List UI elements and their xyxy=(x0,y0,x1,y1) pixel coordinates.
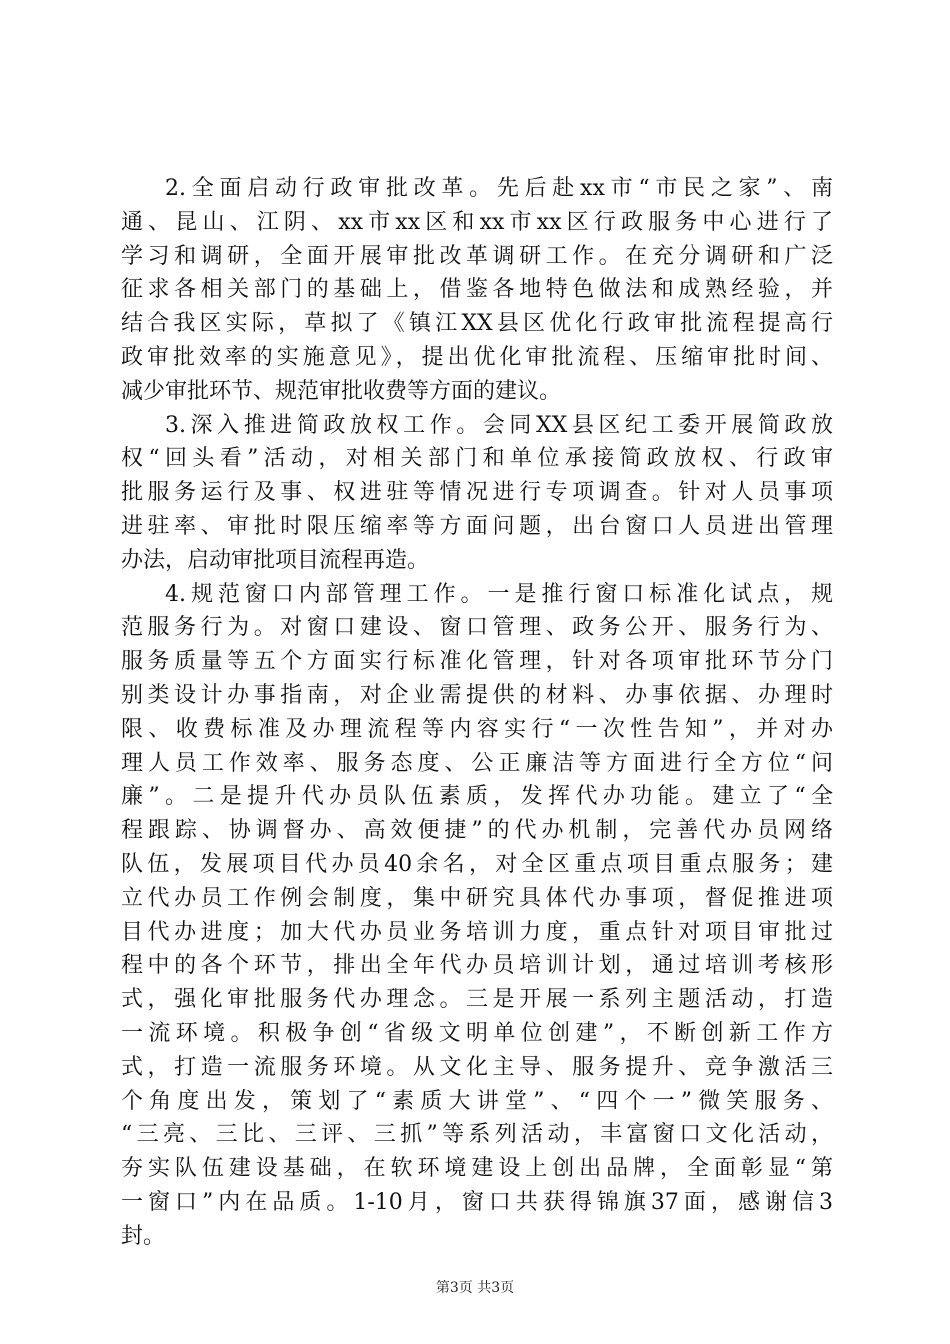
paragraph-3-line-2: 范服务行为。对窗口建设、窗口管理、政务公开、服务行为、 xyxy=(121,615,833,641)
paragraph-3-line-18: 夯实队伍建设基础，在软环境建设上创出品牌，全面彰显“第 xyxy=(121,1156,833,1182)
paragraph-1-line-3: 学习和调研，全面开展审批改革调研工作。在充分调研和广泛 xyxy=(121,243,833,269)
paragraph-3-line-7: 廉”。二是提升代办员队伍素质，发挥代办功能。建立了“全 xyxy=(121,784,833,810)
paragraph-3-line-13: 式，强化审批服务代办理念。三是开展一系列主题活动，打造 xyxy=(121,987,833,1013)
page-number-footer: 第3页 共3页 xyxy=(435,1280,515,1296)
paragraph-3-line-15: 式，打造一流服务环境。从文化主导、服务提升、竞争激活三 xyxy=(121,1054,833,1080)
paragraph-3-line-8: 程跟踪、协调督办、高效便捷”的代办机制，完善代办员网络 xyxy=(121,818,833,844)
paragraph-3-line-6: 理人员工作效率、服务态度、公正廉洁等方面进行全方位“问 xyxy=(121,750,833,776)
paragraph-1-line-1: 2.全面启动行政审批改革。先后赴xx市“市民之家”、南 xyxy=(165,176,833,201)
paragraph-2-line-2: 权“回头看”活动，对相关部门和单位承接简政放权、行政审 xyxy=(121,446,833,472)
paragraph-1-line-6: 政审批效率的实施意见》，提出优化审批流程、压缩审批时间、 xyxy=(121,344,833,370)
paragraph-3-line-12: 程中的各个环节，排出全年代办员培训计划，通过培训考核形 xyxy=(121,953,833,979)
paragraph-3-line-20: 封。 xyxy=(121,1223,166,1249)
paragraph-1-line-2: 通、昆山、江阴、xx市xx区和xx市xx区行政服务中心进行了 xyxy=(121,209,833,235)
paragraph-3-line-1: 4.规范窗口内部管理工作。一是推行窗口标准化试点，规 xyxy=(165,581,833,607)
paragraph-3-line-17: “三亮、三比、三评、三抓”等系列活动，丰富窗口文化活动， xyxy=(121,1122,833,1148)
paragraph-3-line-16: 个角度出发，策划了“素质大讲堂”、“四个一”微笑服务、 xyxy=(121,1088,833,1114)
document-body xyxy=(121,172,833,1254)
paragraph-1-line-4: 征求各相关部门的基础上，借鉴各地特色做法和成熟经验，并 xyxy=(121,277,833,303)
paragraph-2-line-1: 3.深入推进简政放权工作。会同XX县区纪工委开展简政放 xyxy=(165,412,833,438)
paragraph-2-line-5: 办法，启动审批项目流程再造。 xyxy=(121,547,430,573)
paragraph-3-line-4: 别类设计办事指南，对企业需提供的材料、办事依据、办理时 xyxy=(121,682,833,708)
paragraph-1-line-5: 结合我区实际，草拟了《镇江XX县区优化行政审批流程提高行 xyxy=(121,311,833,337)
paragraph-3-line-19: 一窗口”内在品质。1-10月，窗口共获得锦旗37面，感谢信3 xyxy=(121,1189,833,1215)
paragraph-3-line-11: 目代办进度；加大代办员业务培训力度，重点针对项目审批过 xyxy=(121,919,833,945)
paragraph-2-line-3: 批服务运行及事、权进驻等情况进行专项调查。针对人员事项 xyxy=(121,480,833,506)
paragraph-3-line-14: 一流环境。积极争创“省级文明单位创建”，不断创新工作方 xyxy=(121,1020,833,1046)
paragraph-3-line-10: 立代办员工作例会制度，集中研究具体代办事项，督促推进项 xyxy=(121,885,833,911)
paragraph-3-line-3: 服务质量等五个方面实行标准化管理，针对各项审批环节分门 xyxy=(121,649,833,675)
paragraph-1-line-7: 减少审批环节、规范审批收费等方面的建议。 xyxy=(121,378,562,404)
paragraph-3-line-9: 队伍，发展项目代办员40余名，对全区重点项目重点服务；建 xyxy=(121,851,833,877)
paragraph-2-line-4: 进驻率、审批时限压缩率等方面问题，出台窗口人员进出管理 xyxy=(121,513,833,539)
paragraph-3-line-5: 限、收费标准及办理流程等内容实行“一次性告知”，并对办 xyxy=(121,716,833,742)
